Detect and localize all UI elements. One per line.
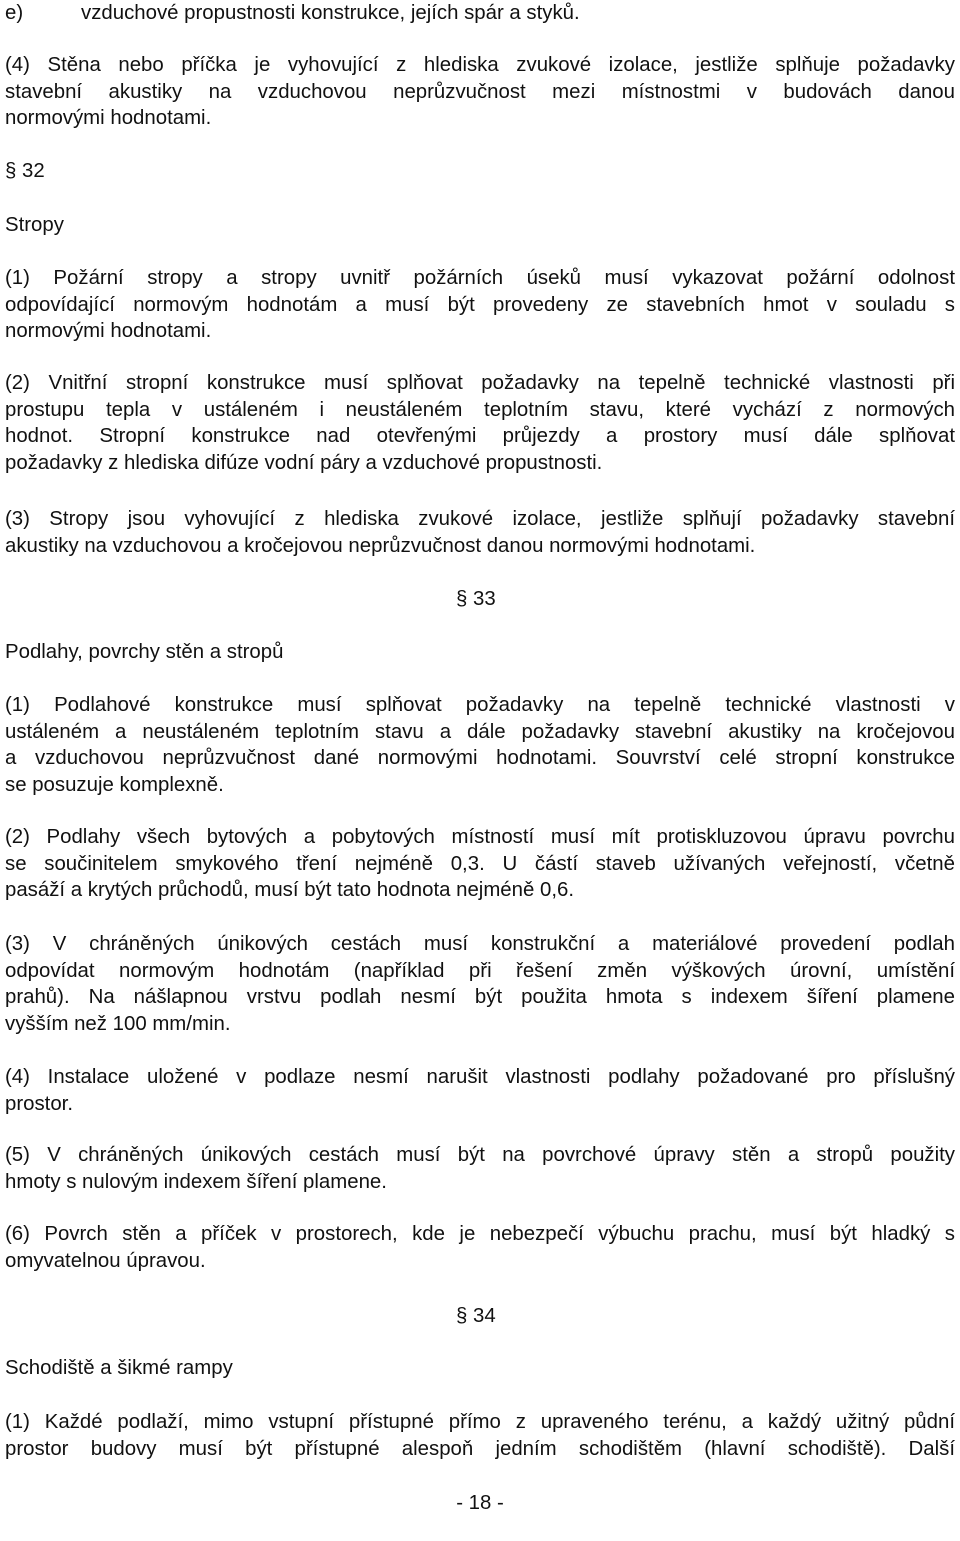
section-33-paragraph-2 <box>5 824 955 904</box>
section-number-34: § 34 <box>456 1305 496 1327</box>
section-33-paragraph-3 <box>5 931 955 1037</box>
paragraph-line: vyšším než 100 mm/min. <box>5 1012 231 1035</box>
paragraph-line: se součinitelem smykového tření nejméně 0,3. U částí staveb užívaných veřejností, včetně <box>5 852 955 875</box>
section-33-paragraph-5 <box>5 1142 955 1195</box>
section-title-32: Stropy <box>5 214 64 236</box>
section-title-34: Schodiště a šikmé rampy <box>5 1357 233 1379</box>
paragraph-line: (3) Stropy jsou vyhovující z hlediska zvukové izolace, jestliže splňují požadavky stavební <box>5 508 955 530</box>
item-e-text: vzduchové propustnosti konstrukce, jejích spár a styků. <box>81 2 580 24</box>
paragraph-line: hmoty s nulovým indexem šíření plamene. <box>5 1170 387 1193</box>
paragraph-line: pasáží a krytých průchodů, musí být tato hodnota nejméně 0,6. <box>5 879 575 901</box>
section-33-paragraph-4 <box>5 1064 955 1117</box>
section-32-paragraph-3 <box>5 506 955 559</box>
paragraph-line: prostor budovy musí být přístupné alespoň jedním schodištěm (hlavní schodiště). Další <box>5 1437 955 1460</box>
paragraph-line: omyvatelnou úpravou. <box>5 1249 206 1272</box>
paragraph-line: normovými hodnotami. <box>5 320 212 342</box>
paragraph-line: požadavky z hlediska difúze vodní páry a vzduchové propustnosti. <box>5 451 603 474</box>
paragraph-line: (1) Požární stropy a stropy uvnitř požárních úseků musí vykazovat požární odolnost <box>5 267 955 289</box>
paragraph-line: odpovídající normovým hodnotám a musí být provedeny ze stavebních hmot v souladu s <box>5 293 955 316</box>
section-33-paragraph-6 <box>5 1221 955 1274</box>
paragraph-line: (1) Podlahové konstrukce musí splňovat požadavky na tepelně technické vlastnosti v <box>5 694 955 716</box>
section-32-paragraph-1 <box>5 265 955 345</box>
paragraph-line: (5) V chráněných únikových cestách musí být na povrchové úpravy stěn a stropů použity <box>5 1144 955 1166</box>
paragraph-wall-4 <box>5 52 955 132</box>
paragraph-line: normovými hodnotami. <box>5 107 212 129</box>
paragraph-line: odpovídat normovým hodnotám (například při řešení změn výškových úrovní, umístění <box>5 959 955 982</box>
paragraph-line: ustáleném a neustáleném teplotním stavu a dále požadavky stavební akustiky na kročejovou <box>5 720 955 743</box>
paragraph-line: (4) Instalace uložené v podlaze nesmí narušit vlastnosti podlahy požadované pro příslušný <box>5 1066 955 1088</box>
paragraph-line: a vzduchovou neprůzvučnost dané normovými hodnotami. Souvrství celé stropní konstrukce <box>5 747 955 769</box>
section-33-paragraph-1 <box>5 692 955 798</box>
paragraph-line: (3) V chráněných únikových cestách musí konstrukční a materiálové provedení podlah <box>5 933 955 955</box>
paragraph-line: (2) Vnitřní stropní konstrukce musí splňovat požadavky na tepelně technické vlastnosti při <box>5 372 955 394</box>
section-32-paragraph-2 <box>5 370 955 476</box>
section-number-33: § 33 <box>456 588 496 610</box>
section-title-33: Podlahy, povrchy stěn a stropů <box>5 641 284 663</box>
paragraph-line: akustiky na vzduchovou a kročejovou neprůzvučnost danou normovými hodnotami. <box>5 534 756 557</box>
paragraph-line: prahů). Na nášlapnou vrstvu podlah nesmí být použita hmota s indexem šíření plamene <box>5 986 955 1008</box>
page-number: - 18 - <box>456 1492 504 1514</box>
paragraph-line: prostor. <box>5 1092 74 1115</box>
paragraph-line: prostupu tepla v ustáleném i neustáleném teplotním stavu, které vychází z normových <box>5 398 955 421</box>
item-e <box>5 0 955 26</box>
paragraph-line: hodnot. Stropní konstrukce nad otevřenými průjezdy a prostory musí dále splňovat <box>5 425 955 447</box>
section-number-32: § 32 <box>5 160 45 182</box>
paragraph-line: (2) Podlahy všech bytových a pobytových místností musí mít protiskluzovou úpravu povrchu <box>5 826 955 848</box>
paragraph-line: (4) Stěna nebo příčka je vyhovující z hlediska zvukové izolace, jestliže splňuje požadavky <box>5 54 955 76</box>
paragraph-line: (6) Povrch stěn a příček v prostorech, kde je nebezpečí výbuchu prachu, musí být hladký s <box>5 1223 955 1245</box>
section-34-paragraph-1 <box>5 1409 955 1462</box>
paragraph-line: stavební akustiky na vzduchovou neprůzvučnost mezi místnostmi v budovách danou <box>5 80 955 103</box>
paragraph-line: se posuzuje komplexně. <box>5 773 224 796</box>
item-e-marker: e) <box>5 2 24 24</box>
paragraph-line: (1) Každé podlaží, mimo vstupní přístupné přímo z upraveného terénu, a každý užitný půdní <box>5 1411 955 1433</box>
